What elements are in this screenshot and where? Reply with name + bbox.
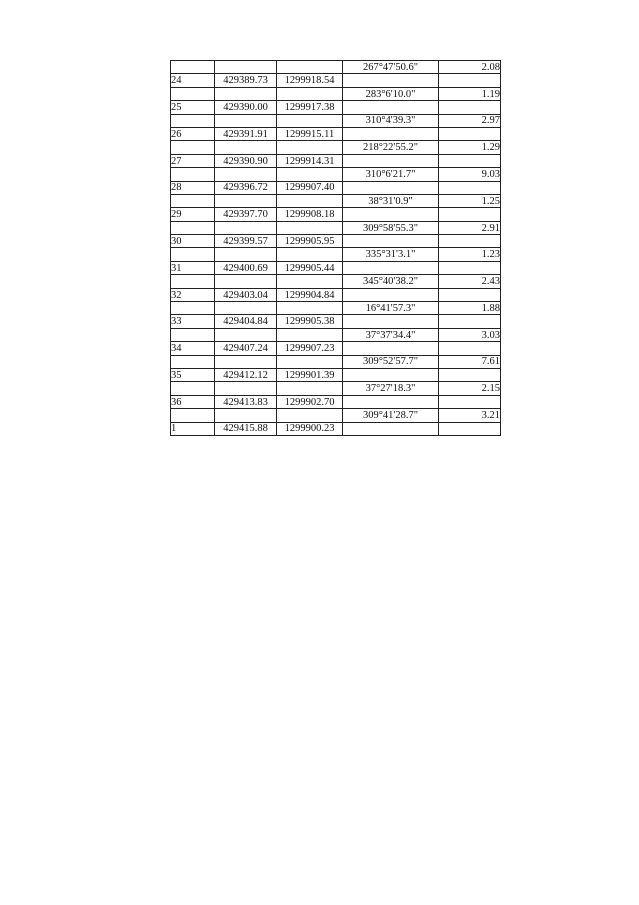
point-number-cell <box>171 61 215 74</box>
x-coordinate-cell: 429391.91 <box>215 127 277 140</box>
direction-angle-cell <box>343 422 439 435</box>
table-row <box>171 208 501 221</box>
y-coordinate-cell: 1299905.95 <box>277 235 343 248</box>
direction-angle-cell <box>343 395 439 408</box>
point-number-cell: 30 <box>171 235 215 248</box>
x-coordinate-cell <box>215 409 277 422</box>
direction-angle-cell <box>343 235 439 248</box>
x-coordinate-cell: 429412.12 <box>215 368 277 381</box>
table-row <box>171 87 501 100</box>
point-number-cell: 28 <box>171 181 215 194</box>
x-coordinate-cell <box>215 114 277 127</box>
y-coordinate-cell <box>277 61 343 74</box>
point-number-cell <box>171 114 215 127</box>
x-coordinate-cell <box>215 87 277 100</box>
distance-cell: 1.19 <box>439 87 501 100</box>
table-row <box>171 261 501 274</box>
point-number-cell <box>171 275 215 288</box>
distance-cell: 3.03 <box>439 328 501 341</box>
table-row <box>171 382 501 395</box>
x-coordinate-cell: 429400.69 <box>215 261 277 274</box>
direction-angle-cell: 310°4'39.3" <box>343 114 439 127</box>
y-coordinate-cell: 1299904.84 <box>277 288 343 301</box>
y-coordinate-cell: 1299907.40 <box>277 181 343 194</box>
distance-cell: 9.03 <box>439 168 501 181</box>
table-row <box>171 194 501 207</box>
direction-angle-cell <box>343 181 439 194</box>
x-coordinate-cell <box>215 141 277 154</box>
direction-angle-cell: 38°31'0.9" <box>343 194 439 207</box>
distance-cell <box>439 288 501 301</box>
table-row <box>171 141 501 154</box>
x-coordinate-cell: 429396.72 <box>215 181 277 194</box>
table-row <box>171 409 501 422</box>
y-coordinate-cell <box>277 221 343 234</box>
y-coordinate-cell <box>277 409 343 422</box>
x-coordinate-cell <box>215 382 277 395</box>
direction-angle-cell: 309°52'57.7" <box>343 355 439 368</box>
table-row <box>171 248 501 261</box>
distance-cell: 2.43 <box>439 275 501 288</box>
y-coordinate-cell: 1299905.44 <box>277 261 343 274</box>
x-coordinate-cell: 429399.57 <box>215 235 277 248</box>
point-number-cell <box>171 302 215 315</box>
y-coordinate-cell: 1299914.31 <box>277 154 343 167</box>
point-number-cell <box>171 168 215 181</box>
direction-angle-cell: 335°31'3.1" <box>343 248 439 261</box>
x-coordinate-cell: 429390.90 <box>215 154 277 167</box>
direction-angle-cell: 309°41'28.7" <box>343 409 439 422</box>
distance-cell <box>439 422 501 435</box>
distance-cell <box>439 181 501 194</box>
direction-angle-cell <box>343 342 439 355</box>
x-coordinate-cell <box>215 221 277 234</box>
coordinates-table <box>170 60 501 436</box>
table-row <box>171 114 501 127</box>
point-number-cell <box>171 355 215 368</box>
x-coordinate-cell <box>215 194 277 207</box>
y-coordinate-cell <box>277 382 343 395</box>
distance-cell: 2.15 <box>439 382 501 395</box>
point-number-cell: 34 <box>171 342 215 355</box>
direction-angle-cell: 37°27'18.3" <box>343 382 439 395</box>
point-number-cell <box>171 328 215 341</box>
direction-angle-cell <box>343 315 439 328</box>
table-row <box>171 302 501 315</box>
direction-angle-cell <box>343 368 439 381</box>
table-row <box>171 422 501 435</box>
y-coordinate-cell <box>277 355 343 368</box>
direction-angle-cell: 16°41'57.3" <box>343 302 439 315</box>
point-number-cell <box>171 221 215 234</box>
y-coordinate-cell: 1299901.39 <box>277 368 343 381</box>
y-coordinate-cell <box>277 328 343 341</box>
y-coordinate-cell: 1299915.11 <box>277 127 343 140</box>
point-number-cell: 25 <box>171 101 215 114</box>
direction-angle-cell: 310°6'21.7" <box>343 168 439 181</box>
x-coordinate-cell: 429415.88 <box>215 422 277 435</box>
distance-cell <box>439 101 501 114</box>
y-coordinate-cell <box>277 168 343 181</box>
x-coordinate-cell <box>215 61 277 74</box>
y-coordinate-cell <box>277 141 343 154</box>
x-coordinate-cell: 429407.24 <box>215 342 277 355</box>
distance-cell: 7.61 <box>439 355 501 368</box>
distance-cell <box>439 368 501 381</box>
table-row <box>171 315 501 328</box>
table-row <box>171 275 501 288</box>
direction-angle-cell <box>343 154 439 167</box>
x-coordinate-cell: 429403.04 <box>215 288 277 301</box>
table-row <box>171 342 501 355</box>
distance-cell: 1.88 <box>439 302 501 315</box>
x-coordinate-cell <box>215 302 277 315</box>
distance-cell <box>439 154 501 167</box>
point-number-cell: 27 <box>171 154 215 167</box>
table-row <box>171 127 501 140</box>
distance-cell <box>439 74 501 87</box>
distance-cell: 1.29 <box>439 141 501 154</box>
point-number-cell: 24 <box>171 74 215 87</box>
point-number-cell: 31 <box>171 261 215 274</box>
table-row <box>171 355 501 368</box>
point-number-cell: 29 <box>171 208 215 221</box>
distance-cell: 2.91 <box>439 221 501 234</box>
x-coordinate-cell <box>215 275 277 288</box>
y-coordinate-cell <box>277 114 343 127</box>
distance-cell: 3.21 <box>439 409 501 422</box>
table-row <box>171 328 501 341</box>
point-number-cell: 32 <box>171 288 215 301</box>
x-coordinate-cell <box>215 168 277 181</box>
distance-cell: 2.97 <box>439 114 501 127</box>
point-number-cell <box>171 409 215 422</box>
y-coordinate-cell <box>277 87 343 100</box>
table-row <box>171 101 501 114</box>
direction-angle-cell <box>343 288 439 301</box>
distance-cell <box>439 261 501 274</box>
direction-angle-cell: 37°37'34.4" <box>343 328 439 341</box>
x-coordinate-cell <box>215 328 277 341</box>
point-number-cell <box>171 194 215 207</box>
y-coordinate-cell: 1299918.54 <box>277 74 343 87</box>
distance-cell <box>439 315 501 328</box>
table-row <box>171 74 501 87</box>
point-number-cell: 35 <box>171 368 215 381</box>
point-number-cell: 26 <box>171 127 215 140</box>
x-coordinate-cell: 429404.84 <box>215 315 277 328</box>
x-coordinate-cell: 429397.70 <box>215 208 277 221</box>
point-number-cell: 36 <box>171 395 215 408</box>
y-coordinate-cell: 1299900.23 <box>277 422 343 435</box>
distance-cell <box>439 395 501 408</box>
coordinates-table-body <box>171 61 501 436</box>
table-row <box>171 221 501 234</box>
table-row <box>171 368 501 381</box>
y-coordinate-cell <box>277 194 343 207</box>
y-coordinate-cell: 1299902.70 <box>277 395 343 408</box>
x-coordinate-cell <box>215 248 277 261</box>
x-coordinate-cell: 429390.00 <box>215 101 277 114</box>
distance-cell: 2.08 <box>439 61 501 74</box>
point-number-cell <box>171 87 215 100</box>
direction-angle-cell: 283°6'10.0" <box>343 87 439 100</box>
y-coordinate-cell <box>277 275 343 288</box>
y-coordinate-cell <box>277 248 343 261</box>
table-row <box>171 61 501 74</box>
table-row <box>171 181 501 194</box>
distance-cell <box>439 127 501 140</box>
table-row <box>171 395 501 408</box>
distance-cell <box>439 342 501 355</box>
direction-angle-cell <box>343 127 439 140</box>
direction-angle-cell <box>343 261 439 274</box>
direction-angle-cell: 345°40'38.2" <box>343 275 439 288</box>
y-coordinate-cell <box>277 302 343 315</box>
direction-angle-cell <box>343 101 439 114</box>
point-number-cell <box>171 141 215 154</box>
y-coordinate-cell: 1299907.23 <box>277 342 343 355</box>
table-row <box>171 235 501 248</box>
direction-angle-cell: 267°47'50.6" <box>343 61 439 74</box>
distance-cell <box>439 235 501 248</box>
point-number-cell <box>171 382 215 395</box>
y-coordinate-cell: 1299917.38 <box>277 101 343 114</box>
table-row <box>171 168 501 181</box>
point-number-cell <box>171 248 215 261</box>
direction-angle-cell <box>343 208 439 221</box>
direction-angle-cell: 309°58'55.3" <box>343 221 439 234</box>
direction-angle-cell: 218°22'55.2" <box>343 141 439 154</box>
distance-cell: 1.23 <box>439 248 501 261</box>
direction-angle-cell <box>343 74 439 87</box>
x-coordinate-cell: 429389.73 <box>215 74 277 87</box>
point-number-cell: 33 <box>171 315 215 328</box>
x-coordinate-cell <box>215 355 277 368</box>
table-row <box>171 154 501 167</box>
y-coordinate-cell: 1299908.18 <box>277 208 343 221</box>
x-coordinate-cell: 429413.83 <box>215 395 277 408</box>
point-number-cell: 1 <box>171 422 215 435</box>
y-coordinate-cell: 1299905.38 <box>277 315 343 328</box>
distance-cell <box>439 208 501 221</box>
table-row <box>171 288 501 301</box>
distance-cell: 1.25 <box>439 194 501 207</box>
